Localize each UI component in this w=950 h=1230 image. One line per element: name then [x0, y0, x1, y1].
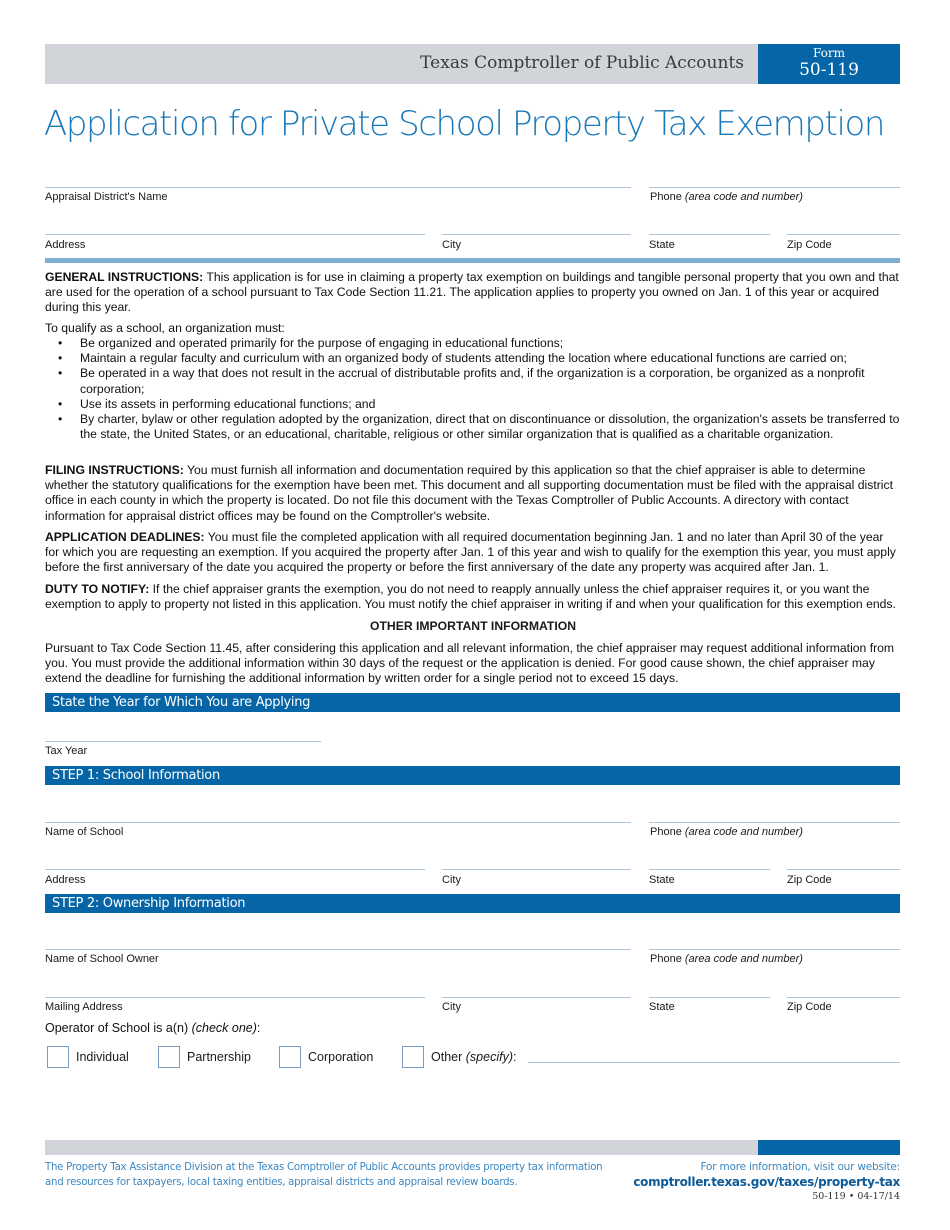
- owner-mailing-address-field[interactable]: [45, 997, 425, 998]
- owner-mailing-address-label: Mailing Address: [45, 1001, 123, 1013]
- form-number: 50-119: [799, 60, 859, 80]
- section-divider: [45, 258, 900, 263]
- checkbox-partnership-label: Partnership: [187, 1050, 251, 1064]
- application-deadlines: APPLICATION DEADLINES: You must file the completed application with all required documentation beginning Jan. 1 and no later than April 30 of the year for which you are requesting an exemption. If you acquired the property after Jan. 1 of this year and wish to qualify for the exemption this year, you must apply before the first anniversary of the date you acquired the property or before the first anniversary of the date any property was acquired after Jan. 1.: [45, 530, 896, 575]
- school-zip-field[interactable]: [787, 869, 900, 870]
- other-info-heading: OTHER IMPORTANT INFORMATION: [369, 619, 577, 633]
- section-header-step1: STEP 1: School Information: [45, 766, 900, 785]
- school-city-label: City: [442, 874, 461, 886]
- district-city-field[interactable]: [442, 234, 631, 235]
- checkbox-corporation-label: Corporation: [308, 1050, 374, 1064]
- owner-city-field[interactable]: [442, 997, 631, 998]
- form-version: 50-119 • 04-17/14: [812, 1191, 900, 1202]
- district-city-label: City: [442, 239, 461, 251]
- other-specify-field[interactable]: [528, 1062, 900, 1063]
- page-title: Application for Private School Property Tax Exemption: [44, 104, 885, 144]
- general-instructions: GENERAL INSTRUCTIONS: This application is for use in claiming a property tax exemption on buildings and tangible personal property that you own and that are used for the operation of a school pursuant to Tax Code Section 11.21. The application applies to property you owned on Jan. 1 of this year or acquired during this year.: [45, 270, 899, 315]
- form-label: Form: [812, 46, 845, 60]
- owner-phone-field[interactable]: [649, 949, 900, 950]
- other-info-body: Pursuant to Tax Code Section 11.45, after considering this application and all relevant information, the chief appraiser may request additional information from you. You must provide the additional information within 30 days of the request or the application is denied. For good cause shown, the chief appraiser may extend the deadline for furnishing the additional information by written order for a single period not to exceed 15 days.: [45, 641, 895, 686]
- district-phone-label: Phone (area code and number): [650, 191, 803, 203]
- list-item: • By charter, bylaw or other regulation adopted by the organization, direct that on discontinuance or dissolution, the organization's assets be transferred to the state, the United States, or an educational, charitable, religious or other similar organization that is qualified as a charitable organization.: [45, 412, 901, 442]
- footer-bar: [45, 1140, 758, 1155]
- checkbox-other-label: Other (specify):: [431, 1050, 517, 1064]
- district-address-label: Address: [45, 239, 86, 251]
- filing-instructions: FILING INSTRUCTIONS: You must furnish all information and documentation required by this application so that the chief appraiser is able to determine whether the statutory qualifications for the exemption have been met. This document and all supporting documentation must be filed with the appraisal district office in each county in which the property is located. Do not file this document with the Texas Comptroller of Public Accounts. A directory with contact information for appraisal district offices may be found on the Comptroller's website.: [45, 463, 893, 523]
- section-header-year: State the Year for Which You are Applying: [45, 693, 900, 712]
- school-city-field[interactable]: [442, 869, 631, 870]
- district-address-field[interactable]: [45, 234, 425, 235]
- school-name-field[interactable]: [45, 822, 631, 823]
- school-address-field[interactable]: [45, 869, 425, 870]
- appraisal-district-name-label: Appraisal District's Name: [45, 191, 168, 203]
- owner-city-label: City: [442, 1001, 461, 1013]
- footer-website-block: [633, 1160, 900, 1203]
- checkbox-corporation[interactable]: [279, 1046, 301, 1068]
- owner-phone-label: Phone (area code and number): [650, 953, 803, 965]
- footer-description: The Property Tax Assistance Division at the Texas Comptroller of Public Accounts provides property tax information and resources for taxpayers, local taxing entities, appraisal districts and appraisal review boards.: [45, 1162, 603, 1188]
- school-name-label: Name of School: [45, 826, 124, 838]
- school-address-label: Address: [45, 874, 86, 886]
- checkbox-partnership[interactable]: [158, 1046, 180, 1068]
- owner-state-field[interactable]: [649, 997, 770, 998]
- section-header-step2: STEP 2: Ownership Information: [45, 894, 900, 913]
- district-zip-field[interactable]: [787, 234, 900, 235]
- qualify-list: [45, 336, 901, 442]
- district-state-label: State: [649, 239, 675, 251]
- list-item: • Maintain a regular faculty and curriculum with an organized body of students attending the location where educational functions are carried on;: [45, 351, 901, 366]
- owner-name-label: Name of School Owner: [45, 953, 159, 965]
- qualify-intro: To qualify as a school, an organization must:: [45, 321, 285, 335]
- school-state-label: State: [649, 874, 675, 886]
- form-number-box: [758, 44, 900, 84]
- footer-website-link[interactable]: comptroller.texas.gov/taxes/property-tax: [633, 1175, 900, 1189]
- tax-year-field[interactable]: [45, 741, 321, 742]
- operator-prompt: Operator of School is a(n) (check one):: [45, 1021, 261, 1035]
- owner-name-field[interactable]: [45, 949, 631, 950]
- school-state-field[interactable]: [649, 869, 770, 870]
- district-zip-label: Zip Code: [787, 239, 832, 251]
- checkbox-individual-label: Individual: [76, 1050, 129, 1064]
- checkbox-individual[interactable]: [47, 1046, 69, 1068]
- district-state-field[interactable]: [649, 234, 770, 235]
- list-item: • Use its assets in performing educational functions; and: [45, 397, 901, 412]
- duty-to-notify: DUTY TO NOTIFY: If the chief appraiser grants the exemption, you do not need to reapply annually unless the chief appraiser requires it, or you want the exemption to apply to property not listed in this application. You must notify the chief appraiser in writing if and when your qualification for this exemption ends.: [45, 582, 896, 612]
- list-item: • Be operated in a way that does not result in the accrual of distributable profits and, if the organization is a corporation, be organized as a nonprofit corporation;: [45, 366, 901, 396]
- owner-state-label: State: [649, 1001, 675, 1013]
- footer-accent: [758, 1140, 900, 1155]
- footer-more-info: For more information, visit our website:: [700, 1161, 900, 1173]
- list-item: • Be organized and operated primarily for the purpose of engaging in educational functions;: [45, 336, 901, 351]
- district-phone-field[interactable]: [649, 187, 900, 188]
- school-phone-label: Phone (area code and number): [650, 826, 803, 838]
- owner-zip-label: Zip Code: [787, 1001, 832, 1013]
- tax-year-label: Tax Year: [45, 745, 88, 757]
- agency-name: Texas Comptroller of Public Accounts: [420, 53, 744, 73]
- school-zip-label: Zip Code: [787, 874, 832, 886]
- checkbox-other[interactable]: [402, 1046, 424, 1068]
- school-phone-field[interactable]: [649, 822, 900, 823]
- owner-zip-field[interactable]: [787, 997, 900, 998]
- appraisal-district-name-field[interactable]: [45, 187, 631, 188]
